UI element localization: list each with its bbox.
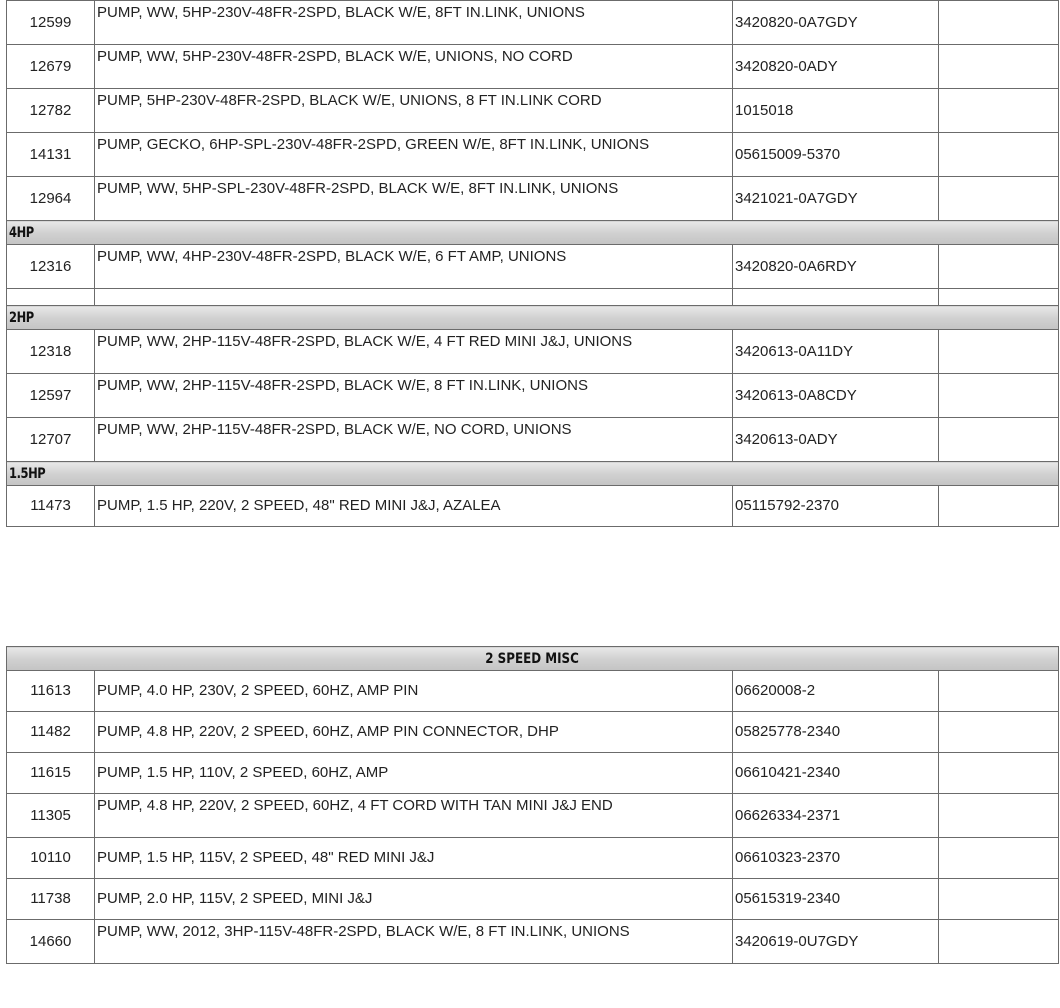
item-description: PUMP, 4.0 HP, 230V, 2 SPEED, 60HZ, AMP PIN	[95, 671, 733, 712]
empty-cell	[733, 289, 939, 306]
table-row	[7, 794, 1059, 838]
table-row	[7, 838, 1059, 879]
empty-cell	[939, 89, 1059, 133]
blank-row	[7, 289, 1059, 306]
item-id: 14660	[7, 920, 95, 964]
empty-cell	[939, 838, 1059, 879]
item-description: PUMP, 2.0 HP, 115V, 2 SPEED, MINI J&J	[95, 879, 733, 920]
part-number: 3420820-0A7GDY	[733, 1, 939, 45]
part-number: 3420613-0A8CDY	[733, 374, 939, 418]
section-title	[7, 221, 1059, 245]
table-row	[7, 486, 1059, 527]
table-title-label: 2 SPEED MISC	[485, 650, 580, 667]
item-description: PUMP, WW, 5HP-230V-48FR-2SPD, BLACK W/E, 8FT IN.LINK, UNIONS	[95, 1, 733, 45]
section-header-4hp	[7, 221, 1059, 245]
item-id: 12597	[7, 374, 95, 418]
item-id: 11482	[7, 712, 95, 753]
empty-cell	[939, 133, 1059, 177]
table-row	[7, 671, 1059, 712]
item-description: PUMP, WW, 5HP-SPL-230V-48FR-2SPD, BLACK W/E, 8FT IN.LINK, UNIONS	[95, 177, 733, 221]
part-number: 3421021-0A7GDY	[733, 177, 939, 221]
section-header-1-5hp	[7, 462, 1059, 486]
section-label: 4HP	[9, 224, 34, 241]
part-number: 3420613-0ADY	[733, 418, 939, 462]
empty-cell	[7, 289, 95, 306]
item-id: 12707	[7, 418, 95, 462]
item-id: 11613	[7, 671, 95, 712]
item-description: PUMP, WW, 2HP-115V-48FR-2SPD, BLACK W/E, NO CORD, UNIONS	[95, 418, 733, 462]
part-number: 06610323-2370	[733, 838, 939, 879]
table-row	[7, 374, 1059, 418]
table-row	[7, 879, 1059, 920]
empty-cell	[939, 671, 1059, 712]
empty-cell	[939, 879, 1059, 920]
item-id: 11615	[7, 753, 95, 794]
item-description: PUMP, GECKO, 6HP-SPL-230V-48FR-2SPD, GREEN W/E, 8FT IN.LINK, UNIONS	[95, 133, 733, 177]
part-number: 06626334-2371	[733, 794, 939, 838]
item-description: PUMP, 4.8 HP, 220V, 2 SPEED, 60HZ, AMP PIN CONNECTOR, DHP	[95, 712, 733, 753]
empty-cell	[939, 486, 1059, 527]
item-description: PUMP, 4.8 HP, 220V, 2 SPEED, 60HZ, 4 FT CORD WITH TAN MINI J&J END	[95, 794, 733, 838]
table-row	[7, 245, 1059, 289]
item-id: 12599	[7, 1, 95, 45]
item-description: PUMP, WW, 4HP-230V-48FR-2SPD, BLACK W/E, 6 FT AMP, UNIONS	[95, 245, 733, 289]
empty-cell	[939, 245, 1059, 289]
part-number: 05615009-5370	[733, 133, 939, 177]
part-number: 06620008-2	[733, 671, 939, 712]
item-id: 11738	[7, 879, 95, 920]
item-description: PUMP, WW, 2HP-115V-48FR-2SPD, BLACK W/E, 4 FT RED MINI J&J, UNIONS	[95, 330, 733, 374]
empty-cell	[939, 794, 1059, 838]
table-row	[7, 418, 1059, 462]
item-id: 12679	[7, 45, 95, 89]
part-number: 3420820-0ADY	[733, 45, 939, 89]
section-header-2hp	[7, 306, 1059, 330]
empty-cell	[939, 1, 1059, 45]
table-header-2-speed-misc	[7, 647, 1059, 671]
empty-cell	[939, 330, 1059, 374]
table-row	[7, 89, 1059, 133]
table-row	[7, 45, 1059, 89]
table-row	[7, 330, 1059, 374]
item-description: PUMP, 1.5 HP, 110V, 2 SPEED, 60HZ, AMP	[95, 753, 733, 794]
item-id: 10110	[7, 838, 95, 879]
table-row	[7, 177, 1059, 221]
empty-cell	[939, 289, 1059, 306]
part-number: 05115792-2370	[733, 486, 939, 527]
section-title	[7, 462, 1059, 486]
part-number: 3420613-0A11DY	[733, 330, 939, 374]
item-description: PUMP, WW, 2HP-115V-48FR-2SPD, BLACK W/E, 8 FT IN.LINK, UNIONS	[95, 374, 733, 418]
empty-cell	[939, 177, 1059, 221]
empty-cell	[95, 289, 733, 306]
part-number: 05615319-2340	[733, 879, 939, 920]
table-row	[7, 712, 1059, 753]
part-number: 3420619-0U7GDY	[733, 920, 939, 964]
empty-cell	[939, 374, 1059, 418]
item-id: 12782	[7, 89, 95, 133]
item-id: 12318	[7, 330, 95, 374]
item-id: 12964	[7, 177, 95, 221]
table-row	[7, 920, 1059, 964]
item-id: 12316	[7, 245, 95, 289]
part-number: 06610421-2340	[733, 753, 939, 794]
table-row	[7, 133, 1059, 177]
empty-cell	[939, 920, 1059, 964]
section-label: 2HP	[9, 309, 34, 326]
part-number: 1015018	[733, 89, 939, 133]
item-id: 14131	[7, 133, 95, 177]
item-id: 11473	[7, 486, 95, 527]
item-id: 11305	[7, 794, 95, 838]
part-number: 3420820-0A6RDY	[733, 245, 939, 289]
table-row	[7, 1, 1059, 45]
table-title	[7, 647, 1059, 671]
item-description: PUMP, WW, 2012, 3HP-115V-48FR-2SPD, BLACK W/E, 8 FT IN.LINK, UNIONS	[95, 920, 733, 964]
empty-cell	[939, 45, 1059, 89]
item-description: PUMP, 1.5 HP, 220V, 2 SPEED, 48" RED MINI J&J, AZALEA	[95, 486, 733, 527]
item-description: PUMP, 5HP-230V-48FR-2SPD, BLACK W/E, UNIONS, 8 FT IN.LINK CORD	[95, 89, 733, 133]
section-label: 1.5HP	[9, 465, 46, 482]
table-row	[7, 753, 1059, 794]
part-number: 05825778-2340	[733, 712, 939, 753]
item-description: PUMP, 1.5 HP, 115V, 2 SPEED, 48" RED MINI J&J	[95, 838, 733, 879]
section-title	[7, 306, 1059, 330]
empty-cell	[939, 418, 1059, 462]
empty-cell	[939, 753, 1059, 794]
pump-table-main	[6, 0, 1059, 527]
empty-cell	[939, 712, 1059, 753]
pump-table-2-speed-misc	[6, 646, 1059, 964]
item-description: PUMP, WW, 5HP-230V-48FR-2SPD, BLACK W/E, UNIONS, NO CORD	[95, 45, 733, 89]
